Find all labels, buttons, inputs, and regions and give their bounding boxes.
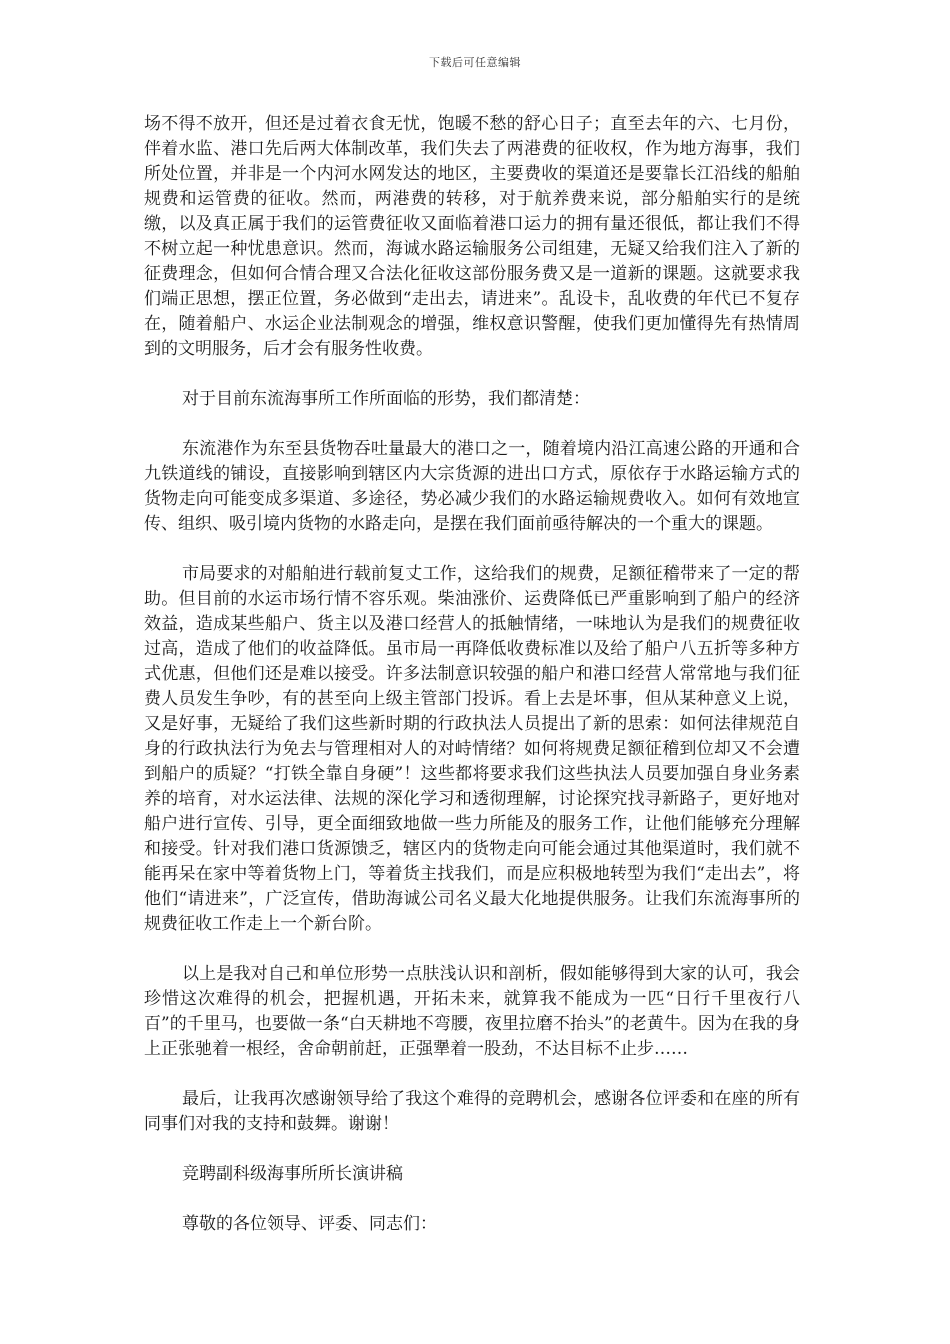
paragraph-port-analysis: 东流港作为东至县货物吞吐量最大的港口之一，随着境内沿江高速公路的开通和合九铁道线的铺设，直接影响到辖区内大宗货源的进出口方式，原依存于水路运输方式的货物走向可能变成多渠道、多途径，势必减少我们的水路运输规费收入。如何有效地宣传、组织、吸引境内货物的水路走向，是摆在我们面前亟待解决的一个重大的课题。 xyxy=(144,439,800,534)
paragraph-continuation: 场不得不放开，但还是过着衣食无忧，饱暖不愁的舒心日子；直至去年的六、七月份，伴着水监、港口先后两大体制改革，我们失去了两港费的征收权，作为地方海事，我们所处位置，并非是一个内河水网发达的地区，主要费收的渠道还是要靠长江沿线的船舶规费和运管费的征收。然而，两港费的转移，对于航养费来说，部分船舶实行的是统缴，以及真正属于我们的运管费征收又面临着港口运力的拥有量还很低，都让我们不得不树立起一种忧患意识。然而，海诚水路运输服务公司组建，无疑又给我们注入了新的征费理念，但如何合情合理又合法化征收这部份服务费又是一道新的课题。这就要求我们端正思想，摆正位置，务必做到“走出去，请进来”。乱设卡，乱收费的年代已不复存在，随着船户、水运企业法制观念的增强，维权意识警醒，使我们更加懂得先有热情周到的文明服务，后才会有服务性收费。 xyxy=(144,114,800,359)
speech-salutation: 尊敬的各位领导、评委、同志们： xyxy=(182,1214,437,1234)
paragraph-market-analysis: 市局要求的对船舶进行载前复丈工作，这给我们的规费，足额征稽带来了一定的帮助。但目前的水运市场行情不容乐观。柴油涨价、运费降低已严重影响到了船户的经济效益，造成某些船户、货主以及港口经营人的抵触情绪，一味地认为是我们的规费征收过高，造成了他们的收益降低。虽市局一再降低收费标准以及给了船户八五折等多种方式优惠，但他们还是难以接受。许多法制意识较强的船户和港口经营人常常地与我们征费人员发生争吵，有的甚至向上级主管部门投诉。看上去是坏事，但从某种意义上说，又是好事，无疑给了我们这些新时期的行政执法人员提出了新的思索：如何法律规范自身的行政执法行为免去与管理相对人的对峙情绪？如何将规费足额征稽到位却又不会遭到船户的质疑？“打铁全靠自身硬”！这些都将要求我们这些执法人员要加强自身业务素养的培育，对水运法律、法规的深化学习和透彻理解，讨论探究找寻新路子，更好地对船户进行宣传、引导，更全面细致地做一些力所能及的服务工作，让他们能够充分理解和接受。针对我们港口货源馈乏，辖区内的货物走向可能会通过其他渠道时，我们就不能再呆在家中等着货物上门，等着货主找我们，而是应积极地转型为我们“走出去”，将他们“请进来”，广泛宣传，借助海诚公司名义最大化地提供服务。让我们东流海事所的规费征收工作走上一个新台阶。 xyxy=(144,564,800,934)
document-body xyxy=(144,112,800,1262)
paragraph-self-assessment: 以上是我对自己和单位形势一点肤浅认识和剖析，假如能够得到大家的认可，我会珍惜这次难得的机会，把握机遇，开拓未来，就算我不能成为一匹“日行千里夜行八百”的千里马，也要做一条“白天耕地不弯腰，夜里拉磨不抬头”的老黄牛。因为在我的身上正张驰着一根经，舍命朝前赶，正强犟着一股劲，不达目标不止步…… xyxy=(144,964,800,1059)
paragraph-closing-thanks: 最后，让我再次感谢领导给了我这个难得的竞聘机会，感谢各位评委和在座的所有同事们对我的支持和鼓舞。谢谢！ xyxy=(144,1089,800,1134)
speech-title: 竞聘副科级海事所所长演讲稿 xyxy=(182,1164,403,1184)
paragraph-situation-intro: 对于目前东流海事所工作所面临的形势，我们都清楚： xyxy=(182,389,590,409)
page-header: 下载后可任意编辑 xyxy=(429,56,521,69)
